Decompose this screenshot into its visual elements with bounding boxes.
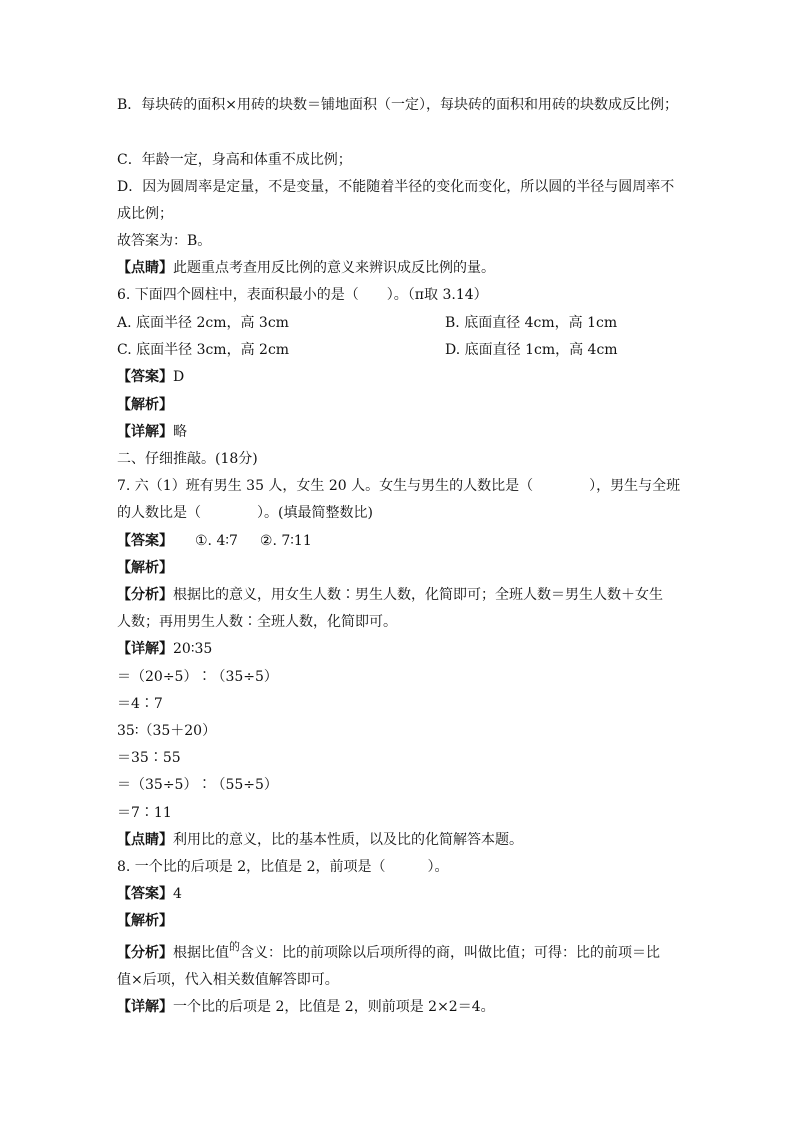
answer-tag: 【答案】 — [117, 369, 173, 385]
q7-detail — [117, 639, 212, 659]
q6-option-c: C. 底面半径 3cm，高 2cm — [117, 342, 290, 358]
answer-part-1: ①. 4∶7 — [195, 533, 238, 549]
answer-text: D — [173, 369, 185, 385]
question-6: 6. 下面四个圆柱中，表面积最小的是（ ）。（π取 3.14） — [117, 287, 488, 303]
detail-tag: 【详解】 — [117, 999, 173, 1015]
q7-step-2: ＝4∶7 — [117, 696, 163, 712]
answer-text: 4 — [173, 886, 182, 902]
detail-tag: 【详解】 — [117, 641, 173, 657]
q6-option-b: B. 底面直径 4cm，高 1cm — [445, 315, 618, 331]
q6-option-d: D. 底面直径 1cm，高 4cm — [445, 342, 618, 358]
q7-step-4: ＝35∶55 — [117, 750, 181, 766]
q6-answer — [117, 367, 184, 387]
q6-analysis-tag: 【解析】 — [117, 397, 173, 413]
question-7-line1: 7. 六（1）班有男生 35 人，女生 20 人。女生与男生的人数比是（ ），男生与全班 — [117, 478, 681, 494]
analysis-tag: 【分析】 — [117, 587, 173, 603]
note-tag: 【点睛】 — [117, 832, 173, 848]
q7-analysis-tag: 【解析】 — [117, 560, 173, 576]
q5-option-b-explanation: B．每块砖的面积×用砖的块数＝铺地面积（一定），每块砖的面积和用砖的块数成反比例； — [117, 97, 679, 113]
q5-option-c-explanation: C．年龄一定，身高和体重不成比例； — [117, 152, 352, 168]
q6-detail — [117, 422, 187, 442]
q8-analysis-line1 — [117, 940, 660, 964]
answer-tag: 【答案】 — [117, 533, 173, 549]
q5-answer-line: 故答案为：B。 — [117, 233, 212, 249]
q7-answer — [117, 531, 312, 551]
q6-option-a: A. 底面半径 2cm，高 3cm — [117, 315, 289, 331]
q8-analysis-tag: 【解析】 — [117, 913, 173, 929]
q7-step-3: 35∶（35＋20） — [117, 723, 217, 739]
answer-part-2: ②. 7∶11 — [259, 533, 312, 549]
detail-text: 20∶35 — [173, 641, 213, 657]
q6-options-row-2 — [0, 340, 794, 360]
note-tag: 【点睛】 — [117, 260, 173, 276]
section-2-heading: 二、仔细推敲。(18分) — [117, 451, 258, 467]
detail-tag: 【详解】 — [117, 424, 173, 440]
analysis-text-a: 根据比值 — [173, 945, 229, 961]
q8-analysis-line2: 值×后项，代入相关数值解答即可。 — [117, 972, 339, 988]
q7-analysis-line1 — [117, 585, 663, 605]
question-8: 8. 一个比的后项是 2，比值是 2，前项是（ ）。 — [117, 859, 449, 875]
detail-text: 略 — [173, 424, 187, 440]
detail-text: 一个比的后项是 2，比值是 2，则前项是 2×2＝4。 — [173, 999, 495, 1015]
analysis-text-superscript: 的 — [229, 940, 240, 953]
q5-option-d-explanation-line1: D．因为圆周率是定量，不是变量，不能随着半径的变化而变化，所以圆的半径与圆周率不 — [117, 179, 675, 195]
q6-options-row-1 — [0, 313, 794, 333]
q7-step-5: ＝（35÷5）∶（55÷5） — [117, 777, 278, 793]
analysis-tag: 【分析】 — [117, 945, 173, 961]
q7-analysis-line2: 人数；再用男生人数∶全班人数，化简即可。 — [117, 614, 397, 630]
q5-option-d-explanation-line2: 成比例； — [117, 206, 173, 222]
note-text: 此题重点考查用反比例的意义来辨识成反比例的量。 — [173, 260, 495, 276]
analysis-text-b: 含义：比的前项除以后项所得的商，叫做比值；可得：比的前项＝比 — [240, 945, 660, 961]
q7-step-1: ＝（20÷5）∶（35÷5） — [117, 669, 278, 685]
analysis-text: 根据比的意义，用女生人数∶男生人数，化简即可；全班人数＝男生人数＋女生 — [173, 587, 663, 603]
q7-note — [117, 830, 523, 850]
note-text: 利用比的意义，比的基本性质，以及比的化简解答本题。 — [173, 832, 523, 848]
q8-answer — [117, 884, 182, 904]
answer-tag: 【答案】 — [117, 886, 173, 902]
q7-step-6: ＝7∶11 — [117, 805, 172, 821]
question-7-line2: 的人数比是（ ）。(填最简整数比) — [117, 505, 373, 521]
q5-note — [117, 258, 495, 278]
q8-detail — [117, 997, 495, 1017]
